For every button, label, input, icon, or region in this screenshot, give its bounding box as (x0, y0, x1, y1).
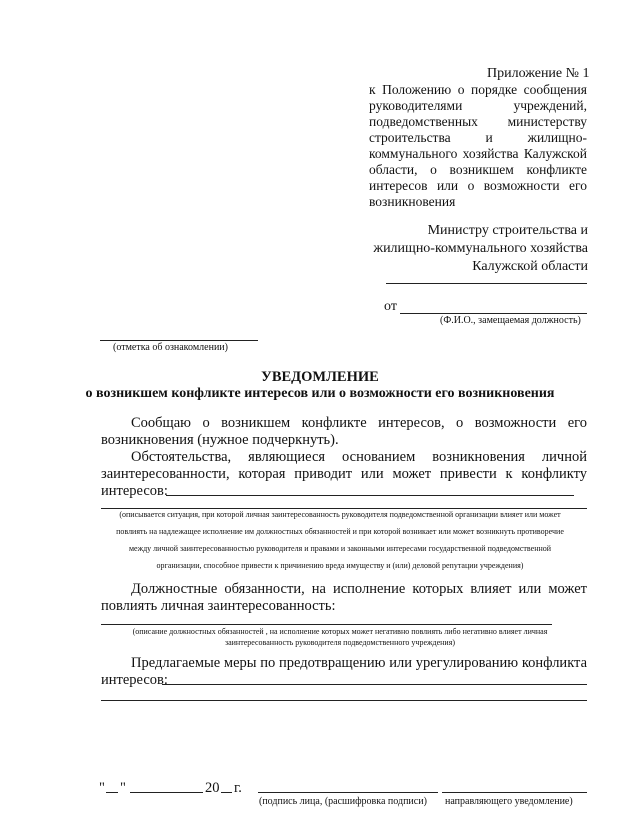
signature-caption-2: направляющего уведомление) (445, 796, 573, 807)
para3-blank-line (101, 624, 552, 625)
addressee-block (360, 222, 588, 276)
signature-caption: (подпись лица, (расшифровка подписи) (259, 796, 427, 807)
para2-caption-line: организации, способное привести к причинению вреда имуществу и (или) деловой репутации учреждения) (156, 561, 524, 570)
date-year-suffix: г. (234, 780, 242, 796)
notice-subtitle: о возникшем конфликте интересов или о возможности его возникновения (85, 386, 555, 401)
para2-caption-line: (описывается ситуация, при которой личная заинтересованность руководителя подведомственной организации влияет или может (119, 510, 561, 519)
appendix-block (369, 82, 587, 210)
signature-name-line (442, 792, 587, 793)
appendix-line: возникновения (369, 194, 456, 209)
from-caption: (Ф.И.О., замещаемая должность) (440, 315, 581, 326)
date-day-line (106, 792, 118, 793)
para4-blank-line (162, 684, 587, 685)
para2-blank-line (166, 495, 574, 496)
appendix-title: Приложение № 1 (487, 66, 590, 81)
appendix-line: области, о возникшем конфликте (369, 162, 587, 177)
appendix-line: к Положению о порядке сообщения (369, 82, 587, 97)
date-year-line (221, 792, 232, 793)
para2-line2: заинтересованности, которая приводит или может привести к конфликту (101, 466, 587, 482)
appendix-line: строительства и жилищно- (369, 130, 587, 145)
para2-line1: Обстоятельства, являющиеся основанием возникновения личной (131, 449, 587, 465)
para2-caption-line: повлиять на надлежащее исполнение им должностных обязанностей и при которой возникает или может возникнуть противоречие (116, 527, 564, 536)
from-label: от (384, 299, 397, 314)
date-year-prefix: 20 (205, 780, 220, 796)
para1-line1: Сообщаю о возникшем конфликте интересов, о возможности его (131, 415, 587, 431)
date-quote-close: " (120, 780, 126, 796)
para4-blank-line (101, 700, 587, 701)
appendix-line: руководителями учреждений, (369, 98, 587, 113)
appendix-line: подведомственных министерству (369, 114, 587, 129)
signature-line (258, 792, 438, 793)
para2-caption (90, 506, 590, 574)
appendix-line: коммунального хозяйства Калужской (369, 146, 587, 161)
para4-line2: интересов: (101, 672, 168, 688)
appendix-line: интересов или о возможности его (369, 178, 587, 193)
notice-title: УВЕДОМЛЕНИЕ (261, 369, 379, 385)
para3-caption-line: (описание должностных обязанностей , на исполнение которых может негативно повлиять либо негативно влияет личная (132, 627, 548, 636)
addressee-line: Министру строительства и (427, 223, 588, 238)
para3-caption-line: заинтересованность руководителя подведомственного учреждения) (224, 638, 456, 647)
para3-caption (90, 626, 590, 648)
para3-line2: повлиять личная заинтересованность: (101, 598, 336, 614)
addressee-line: Калужской области (472, 259, 588, 274)
para2-line3: интересов: (101, 483, 168, 499)
para3-line1: Должностные обязанности, на исполнение которых влияет или может (131, 581, 587, 597)
from-blank-line (400, 313, 587, 314)
addressee-blank-line (386, 283, 587, 284)
date-quote-open: " (99, 780, 105, 796)
date-month-line (130, 792, 203, 793)
ack-caption: (отметка об ознакомлении) (113, 342, 228, 353)
ack-blank-line (100, 340, 258, 341)
para2-caption-line: между личной заинтересованностью руководителя и правами и законными интересами государственной подведомственной (128, 544, 552, 553)
para1-line2: возникновения (нужное подчеркнуть). (101, 432, 339, 448)
para4-line1: Предлагаемые меры по предотвращению или урегулированию конфликта (131, 655, 587, 671)
addressee-line: жилищно-коммунального хозяйства (373, 241, 588, 256)
